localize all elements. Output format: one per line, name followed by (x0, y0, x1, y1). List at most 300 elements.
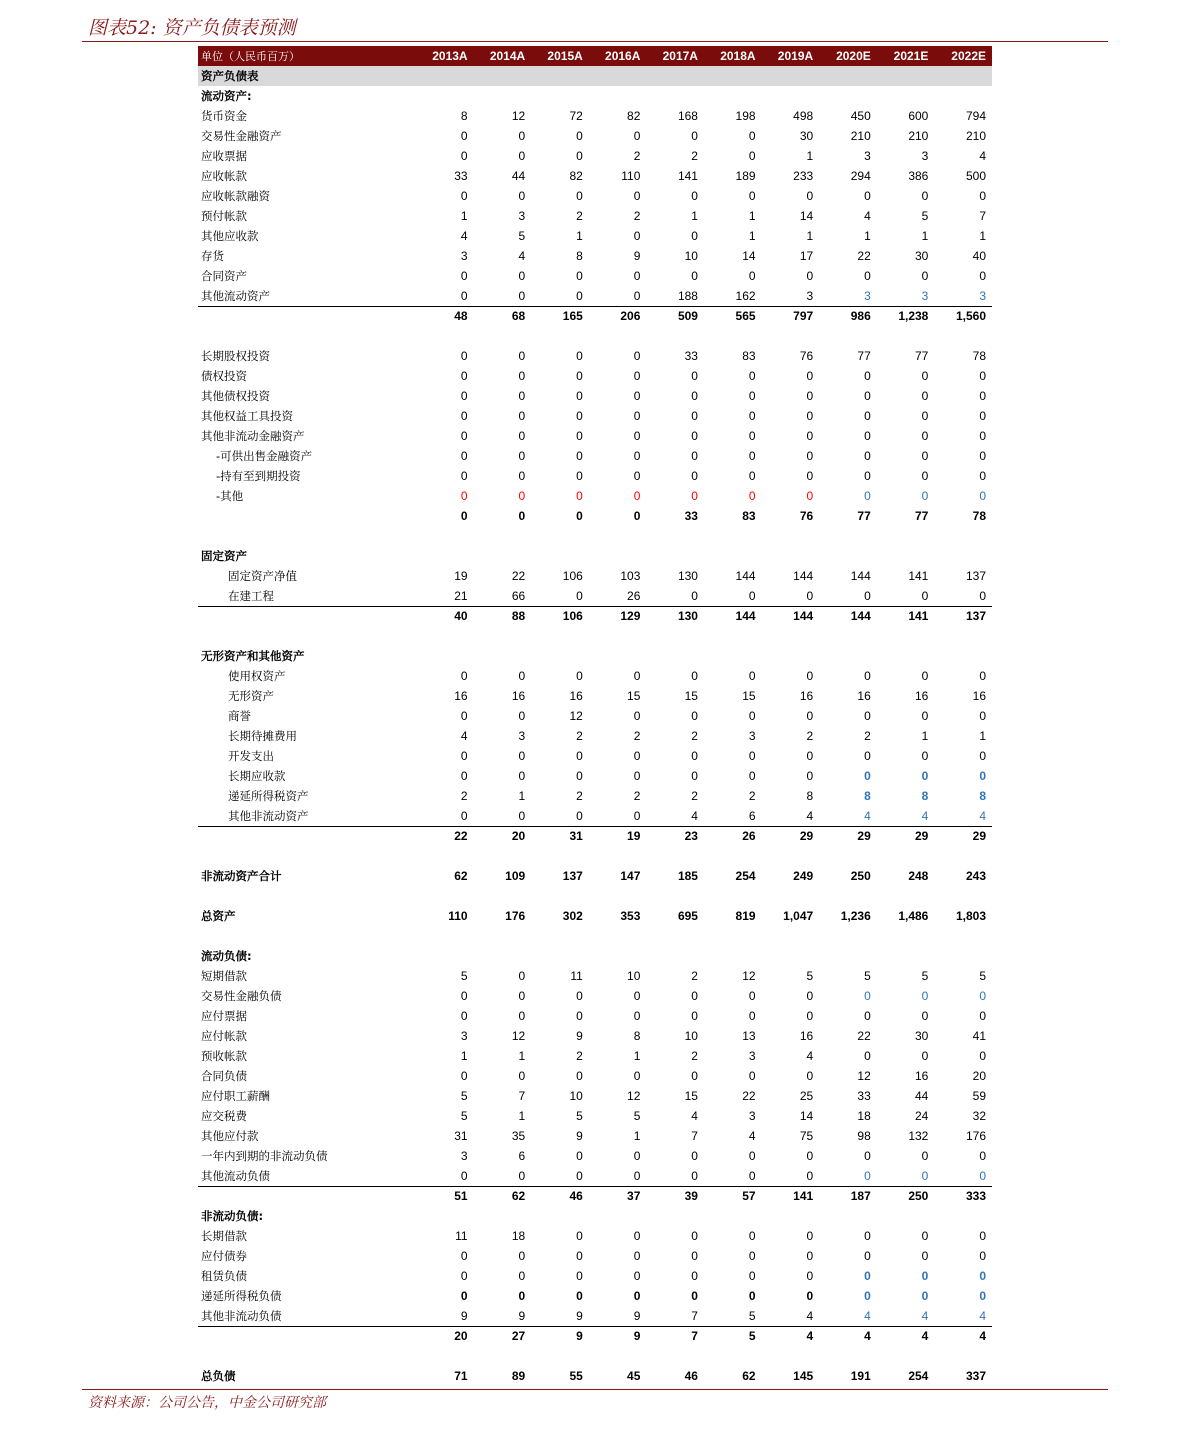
cell-value: 191 (850, 1369, 871, 1383)
cell-value (646, 646, 704, 666)
cell-value: 0 (806, 989, 814, 1003)
cell-value: 0 (576, 149, 583, 163)
row-label: 合同资产 (201, 269, 247, 283)
cell-value: 0 (518, 449, 526, 463)
table-row (198, 986, 992, 1006)
cell-value (589, 66, 647, 86)
cell-value: 0 (460, 509, 468, 523)
cell-value: 4 (979, 1308, 986, 1323)
cell-value: 4 (921, 808, 929, 823)
cell-value: 24 (915, 1109, 929, 1123)
cell-value (704, 926, 762, 946)
year-header: 2019A (762, 46, 820, 66)
cell-value: 0 (518, 989, 526, 1003)
cell-value: 0 (864, 1168, 871, 1183)
table-row (198, 866, 992, 886)
cell-value: 1 (633, 1129, 641, 1143)
cell-value: 0 (806, 489, 814, 503)
cell-value: 353 (620, 909, 641, 923)
cell-value: 0 (864, 489, 871, 503)
cell-value: 3 (518, 209, 526, 223)
cell-value: 0 (979, 669, 986, 683)
cell-value: 4 (748, 1129, 756, 1143)
cell-value: 3 (864, 288, 871, 303)
table-row (198, 726, 992, 746)
row-label: 一年内到期的非流动负债 (201, 1149, 328, 1163)
cell-value: 5 (576, 1109, 583, 1123)
cell-value: 243 (965, 869, 986, 883)
row-label: 应收票据 (201, 149, 247, 163)
row-label: 交易性金融负债 (201, 989, 282, 1003)
cell-value (934, 326, 992, 346)
cell-value: 147 (620, 869, 641, 883)
table-row (198, 906, 992, 926)
row-label: 其他权益工具投资 (201, 409, 293, 423)
cell-value: 4 (460, 229, 468, 243)
cell-value: 0 (864, 749, 871, 763)
cell-value: 0 (748, 709, 756, 723)
cell-value: 0 (979, 769, 986, 783)
cell-value: 4 (979, 149, 986, 163)
cell-value: 0 (518, 129, 526, 143)
cell-value (877, 946, 935, 966)
cell-value: 0 (633, 989, 641, 1003)
cell-value: 4 (864, 1308, 871, 1323)
cell-value: 0 (691, 1009, 698, 1023)
cell-value: 0 (864, 1149, 871, 1163)
row-label (198, 926, 416, 946)
cell-value: 4 (864, 209, 871, 223)
cell-value: 130 (646, 606, 704, 626)
subtotal-row (198, 306, 992, 326)
cell-value: 10 (627, 969, 641, 983)
table-row (198, 766, 992, 786)
table-row (198, 1166, 992, 1186)
cell-value: 46 (531, 1186, 589, 1206)
cell-value: 5 (460, 969, 468, 983)
cell-value: 0 (864, 469, 871, 483)
cell-value: 1 (518, 789, 526, 803)
cell-value: 0 (691, 1269, 698, 1283)
cell-value: 13 (742, 1029, 756, 1043)
cell-value: 0 (921, 588, 929, 603)
cell-value: 132 (908, 1129, 929, 1143)
cell-value: 0 (691, 489, 698, 503)
cell-value: 14 (742, 249, 756, 263)
cell-value: 22 (511, 569, 526, 583)
cell-value (531, 646, 589, 666)
cell-value: 29 (762, 826, 820, 846)
row-label (198, 306, 416, 326)
cell-value: 12 (857, 1069, 871, 1083)
cell-value: 0 (864, 1249, 871, 1263)
cell-value: 141 (908, 569, 929, 583)
cell-value: 5 (633, 1109, 641, 1123)
cell-value (589, 86, 647, 106)
cell-value: 0 (864, 409, 871, 423)
cell-value: 12 (511, 109, 526, 123)
cell-value: 0 (460, 1168, 468, 1183)
cell-value: 0 (748, 149, 756, 163)
table-row (198, 346, 992, 366)
cell-value: 0 (921, 1168, 929, 1183)
cell-value: 0 (979, 749, 986, 763)
table-row (198, 186, 992, 206)
cell-value: 9 (576, 1129, 583, 1143)
cell-value (704, 86, 762, 106)
cell-value: 0 (691, 1168, 698, 1183)
cell-value: 0 (979, 1009, 986, 1023)
cell-value: 103 (620, 569, 641, 583)
row-label: 货币资金 (201, 109, 247, 123)
cell-value: 0 (806, 709, 814, 723)
balance-sheet-table (198, 46, 992, 1386)
cell-value (474, 326, 532, 346)
cell-value (877, 1346, 935, 1366)
cell-value: 19 (589, 826, 647, 846)
table-row (198, 66, 992, 86)
cell-value: 0 (691, 1149, 698, 1163)
cell-value: 210 (965, 129, 986, 143)
cell-value: 797 (762, 306, 820, 326)
cell-value: 0 (691, 409, 698, 423)
table-row (198, 1046, 992, 1066)
cell-value (934, 626, 992, 646)
cell-value: 0 (633, 769, 641, 783)
cell-value (589, 646, 647, 666)
cell-value: 8 (576, 249, 583, 263)
cell-value: 0 (518, 429, 526, 443)
cell-value: 31 (531, 826, 589, 846)
cell-value (531, 546, 589, 566)
row-label: 其他流动负债 (201, 1168, 270, 1183)
cell-value: 0 (979, 989, 986, 1003)
row-label: 在建工程 (228, 588, 274, 603)
cell-value: 26 (627, 588, 641, 603)
cell-value: 62 (742, 1369, 756, 1383)
table-row (198, 246, 992, 266)
cell-value: 82 (569, 169, 583, 183)
cell-value: 4 (762, 1326, 820, 1346)
cell-value (531, 66, 589, 86)
cell-value: 3 (460, 1029, 468, 1043)
cell-value: 0 (748, 489, 756, 503)
cell-value (877, 86, 935, 106)
cell-value: 0 (633, 489, 641, 503)
source-note: 资料来源：公司公告，中金公司研究部 (88, 1395, 326, 1411)
cell-value: 0 (518, 269, 526, 283)
row-label (198, 826, 416, 846)
cell-value: 77 (857, 509, 871, 523)
cell-value: 8 (921, 789, 929, 803)
cell-value: 0 (691, 709, 698, 723)
cell-value: 0 (806, 1149, 814, 1163)
cell-value: 0 (691, 129, 698, 143)
cell-value: 44 (915, 1089, 929, 1103)
row-label (198, 1346, 416, 1366)
cell-value (474, 86, 532, 106)
cell-value: 44 (511, 169, 526, 183)
cell-value: 0 (864, 588, 871, 603)
cell-value: 141 (677, 169, 698, 183)
cell-value: 0 (691, 369, 698, 383)
cell-value (474, 946, 532, 966)
cell-value: 144 (704, 606, 762, 626)
cell-value: 141 (762, 1186, 820, 1206)
cell-value: 0 (921, 489, 929, 503)
cell-value: 106 (562, 569, 583, 583)
cell-value: 0 (518, 1069, 526, 1083)
cell-value: 77 (857, 349, 871, 363)
table-row (198, 146, 992, 166)
row-label: 预收帐款 (201, 1049, 247, 1063)
row-label: 其他非流动负债 (201, 1308, 282, 1323)
cell-value: 0 (518, 489, 526, 503)
cell-value (819, 526, 877, 546)
cell-value: 16 (915, 1069, 929, 1083)
cell-value: 0 (748, 389, 756, 403)
cell-value: 55 (569, 1369, 583, 1383)
cell-value: 0 (518, 409, 526, 423)
table-row (198, 626, 992, 646)
cell-value: 0 (518, 969, 526, 983)
row-label: 短期借款 (201, 969, 247, 983)
cell-value: 0 (806, 189, 814, 203)
cell-value: 0 (864, 1049, 871, 1063)
cell-value (819, 326, 877, 346)
cell-value (646, 946, 704, 966)
cell-value: 2 (806, 729, 814, 743)
cell-value: 89 (511, 1369, 526, 1383)
cell-value: 0 (518, 189, 526, 203)
cell-value: 0 (576, 1269, 583, 1283)
cell-value: 26 (704, 826, 762, 846)
cell-value: 0 (979, 389, 986, 403)
cell-value: 0 (691, 749, 698, 763)
cell-value: 0 (518, 1249, 526, 1263)
cell-value: 5 (460, 1089, 468, 1103)
cell-value: 4 (460, 729, 468, 743)
cell-value: 7 (518, 1089, 526, 1103)
table-row (198, 1286, 992, 1306)
cell-value: 0 (633, 429, 641, 443)
cell-value: 25 (799, 1089, 814, 1103)
cell-value: 2 (691, 149, 698, 163)
cell-value: 88 (474, 606, 532, 626)
cell-value (762, 946, 820, 966)
table-row (198, 366, 992, 386)
table-row (198, 666, 992, 686)
cell-value: 819 (735, 909, 756, 923)
cell-value: 15 (684, 1089, 698, 1103)
cell-value: 254 (735, 869, 756, 883)
cell-value: 168 (677, 109, 698, 123)
cell-value (762, 646, 820, 666)
cell-value: 0 (979, 429, 986, 443)
cell-value: 0 (460, 288, 468, 303)
cell-value: 0 (806, 389, 814, 403)
cell-value: 129 (589, 606, 647, 626)
table-body (198, 66, 992, 1386)
cell-value: 0 (748, 269, 756, 283)
cell-value (416, 846, 474, 866)
cell-value: 0 (921, 269, 929, 283)
cell-value (474, 526, 532, 546)
cell-value (474, 926, 532, 946)
cell-value: 21 (454, 588, 468, 603)
cell-value: 565 (704, 306, 762, 326)
cell-value (531, 846, 589, 866)
cell-value: 2 (633, 729, 641, 743)
cell-value (819, 926, 877, 946)
cell-value: 9 (576, 1308, 583, 1323)
cell-value: 18 (857, 1109, 871, 1123)
cell-value: 82 (627, 109, 641, 123)
cell-value (704, 626, 762, 646)
cell-value (934, 546, 992, 566)
row-label: 递延所得税资产 (228, 789, 309, 803)
cell-value: 0 (806, 1249, 814, 1263)
cell-value: 0 (748, 1149, 756, 1163)
cell-value: 0 (633, 349, 641, 363)
cell-value: 0 (576, 588, 583, 603)
cell-value: 4 (934, 1326, 992, 1346)
row-label: 总负债 (201, 1369, 236, 1383)
cell-value: 0 (460, 429, 468, 443)
cell-value (877, 926, 935, 946)
cell-value (531, 886, 589, 906)
cell-value: 0 (979, 269, 986, 283)
cell-value: 37 (589, 1186, 647, 1206)
cell-value: 0 (691, 1229, 698, 1243)
cell-value: 0 (460, 189, 468, 203)
cell-value: 450 (850, 109, 871, 123)
cell-value: 3 (460, 249, 468, 263)
cell-value: 0 (633, 409, 641, 423)
cell-value: 0 (806, 1009, 814, 1023)
cell-value (934, 526, 992, 546)
cell-value: 0 (460, 989, 468, 1003)
cell-value: 0 (921, 189, 929, 203)
row-label: 应付票据 (201, 1009, 247, 1023)
cell-value (416, 86, 474, 106)
cell-value: 0 (691, 269, 698, 283)
cell-value (704, 326, 762, 346)
cell-value (474, 886, 532, 906)
cell-value (934, 86, 992, 106)
year-header: 2020E (819, 46, 877, 66)
cell-value: 8 (979, 789, 986, 803)
cell-value: 41 (972, 1029, 986, 1043)
cell-value: 0 (460, 709, 468, 723)
cell-value (416, 926, 474, 946)
cell-value: 0 (979, 1149, 986, 1163)
cell-value (474, 546, 532, 566)
cell-value: 109 (505, 869, 526, 883)
cell-value (762, 526, 820, 546)
cell-value: 1 (518, 1109, 526, 1123)
cell-value: 16 (799, 1029, 814, 1043)
cell-value: 20 (416, 1326, 474, 1346)
cell-value: 0 (633, 1269, 641, 1283)
cell-value: 1 (864, 229, 871, 243)
cell-value (416, 66, 474, 86)
table-row (198, 86, 992, 106)
cell-value: 188 (677, 288, 698, 303)
cell-value: 130 (677, 569, 698, 583)
cell-value: 0 (921, 709, 929, 723)
cell-value: 0 (518, 1289, 526, 1303)
cell-value: 59 (972, 1089, 986, 1103)
row-label: 其他应收款 (201, 229, 259, 243)
cell-value: 302 (562, 909, 583, 923)
row-label: 流动资产: (201, 89, 252, 103)
table-row (198, 486, 992, 506)
cell-value: 254 (908, 1369, 929, 1383)
cell-value: 0 (633, 808, 641, 823)
cell-value: 0 (576, 1249, 583, 1263)
cell-value: 3 (921, 149, 929, 163)
cell-value: 0 (460, 769, 468, 783)
cell-value: 5 (921, 969, 929, 983)
cell-value: 0 (864, 669, 871, 683)
cell-value: 0 (864, 1289, 871, 1303)
table-row (198, 1306, 992, 1326)
cell-value (819, 546, 877, 566)
cell-value: 15 (684, 689, 698, 703)
cell-value: 11 (570, 969, 583, 983)
cell-value (589, 946, 647, 966)
table-row (198, 1146, 992, 1166)
cell-value: 0 (460, 269, 468, 283)
cell-value: 0 (921, 989, 929, 1003)
cell-value: 0 (979, 189, 986, 203)
cell-value: 337 (965, 1369, 986, 1383)
cell-value: 78 (972, 509, 986, 523)
cell-value: 2 (460, 789, 468, 803)
cell-value: 5 (979, 969, 986, 983)
cell-value (762, 846, 820, 866)
cell-value: 9 (576, 1029, 583, 1043)
cell-value: 16 (857, 689, 871, 703)
cell-value: 0 (748, 409, 756, 423)
row-label: 长期借款 (201, 1229, 247, 1243)
cell-value: 7 (979, 209, 986, 223)
cell-value: 4 (806, 808, 814, 823)
cell-value (877, 846, 935, 866)
cell-value: 62 (474, 1186, 532, 1206)
cell-value: 5 (518, 229, 526, 243)
cell-value: 0 (576, 449, 583, 463)
cell-value: 7 (646, 1326, 704, 1346)
table-row (198, 846, 992, 866)
cell-value (819, 946, 877, 966)
row-label (198, 506, 416, 526)
cell-value: 0 (979, 489, 986, 503)
cell-value: 33 (684, 509, 698, 523)
cell-value: 0 (691, 189, 698, 203)
cell-value: 12 (569, 709, 583, 723)
cell-value (416, 1346, 474, 1366)
cell-value: 16 (454, 689, 468, 703)
table-row (198, 226, 992, 246)
cell-value: 0 (921, 669, 929, 683)
cell-value: 0 (691, 1069, 698, 1083)
row-label (198, 606, 416, 626)
cell-value: 0 (921, 369, 929, 383)
cell-value: 0 (691, 429, 698, 443)
cell-value: 0 (806, 669, 814, 683)
